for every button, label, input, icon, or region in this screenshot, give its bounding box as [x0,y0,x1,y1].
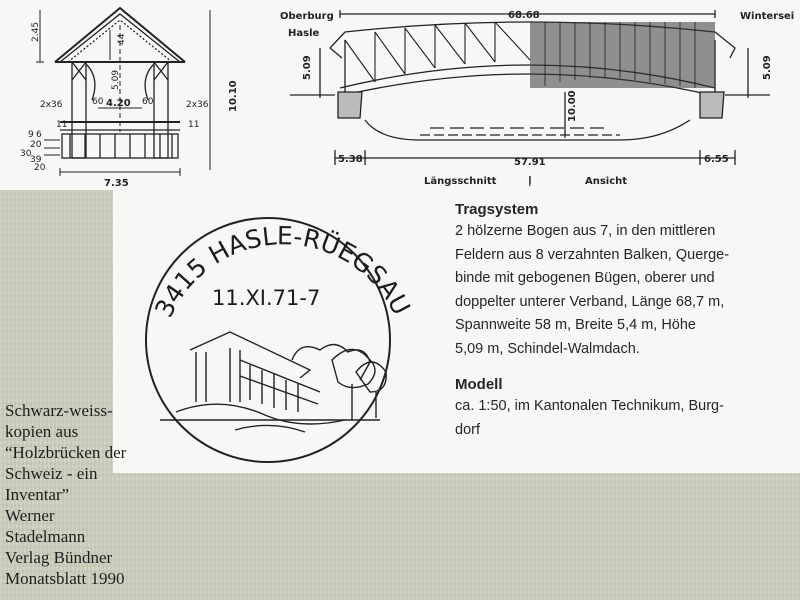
label-wintersei: Wintersei [740,11,795,22]
caption-ansicht: Ansicht [585,176,628,187]
caption-line: Monatsblatt 1990 [5,569,125,588]
dim-left-offset: 5.38 [338,154,363,165]
postmark-stamp [146,218,416,462]
caption-line: Werner [5,506,55,525]
dim-height-right: 5.09 [762,55,773,80]
dim-eleven-left: 11 [56,120,68,130]
dim-bridge-length: 68.68 [508,10,540,21]
dim-eleven-right: 11 [188,120,200,130]
dim-thirty: 30 [20,149,32,159]
text-panel [455,200,800,442]
label-oberburg: Oberburg [280,11,334,22]
dim-clear-height: 5.09 [111,69,121,90]
heading-tragsystem: Tragsystem [455,201,539,218]
modell-line: dorf [455,421,480,438]
caption-line: Schweiz - ein [5,464,98,483]
dim-twenty-b: 20 [34,163,46,173]
dim-nine: 9 [28,130,34,140]
dim-height-left: 5.09 [302,55,313,80]
caption-line: kopien aus [5,422,79,441]
tragsystem-line: Spannweite 58 m, Breite 5,4 m, Höhe [455,317,696,333]
caption-line: Inventar” [5,485,70,504]
cross-section-drawing [36,8,210,176]
dim-twenty-a: 20 [30,140,42,150]
tragsystem-line: 5,09 m, Schindel-Walmdach. [455,340,640,357]
caption-line: “Holzbrücken der [5,443,127,462]
cross-section-dimensions [20,22,239,189]
caption-line: Stadelmann [5,527,86,546]
tragsystem-line: binde mit gebogenen Bügen, oberer und [455,270,715,286]
caption-separator: | [528,176,532,187]
tragsystem-line: doppelter unterer Verband, Länge 68,7 m, [455,293,725,310]
caption-laengsschnitt: Längsschnitt [424,176,497,187]
dim-total-height: 10.10 [228,80,239,112]
modell-line: ca. 1:50, im Kantonalen Technikum, Burg- [455,398,724,414]
caption-line: Schwarz-weiss- [5,401,113,420]
dim-beam-left: 2x36 [40,100,63,110]
label-hasle: Hasle [288,28,320,39]
tragsystem-line: Feldern aus 8 verzahnten Balken, Querge- [455,246,730,263]
stamp-date: 11.XI.71-7 [212,286,321,310]
dim-span: 57.91 [514,157,546,168]
dim-ridge: 44 [117,33,127,45]
dim-height-mid: 10.00 [567,90,578,122]
dim-post-left: 60 [92,97,104,107]
caption-line: Verlag Bündner [5,548,113,567]
dim-six: 6 [36,130,42,140]
dim-thirtynine: 39 [30,155,42,165]
heading-modell: Modell [455,376,503,393]
dim-post-right: 60 [142,97,154,107]
tragsystem-line: 2 hölzerne Bogen aus 7, in den mittleren [455,223,716,239]
dim-roof-height: 2.45 [31,21,41,42]
dim-total-width: 7.35 [104,178,129,189]
spacer [455,361,800,375]
bridge-illustration [160,332,386,432]
source-caption [5,400,145,589]
dim-right-offset: 6.55 [704,154,729,165]
stamp-place: 3415 HASLE-RÜEGSAU [149,221,416,322]
dim-clear-width: 4.20 [106,98,131,109]
dim-beam-right: 2x36 [186,100,209,110]
